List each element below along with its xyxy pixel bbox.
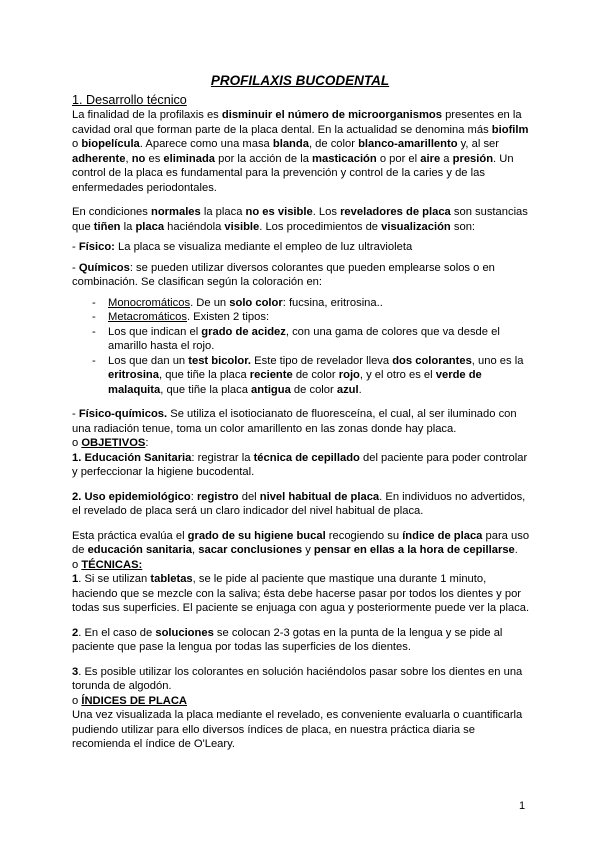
bold-text: adherente — [72, 152, 126, 165]
bold-text: rojo — [338, 369, 360, 381]
bold-text: soluciones — [155, 626, 214, 639]
paragraph-tecnica-1: 1. Si se utilizan tabletas, se le pide al paciente que mastique una durante 1 minuto, haciendo que se mezcle con la saliva; ésta debe hacerse pasar por todos los dientes y por todas sus superficies. El paciente se enjuaga con agua y posteriormente puede ver la placa. — [72, 573, 530, 614]
paragraph-quimicos: - Químicos: se pueden utilizar diversos colorantes que pueden emplearse solos o en combinación. Se clasifican según la coloración en: — [72, 261, 495, 288]
list-item: - Los que indican el grado de acidez, con una gama de colores que va desde el amarillo hasta el rojo. — [72, 325, 532, 354]
bold-text: 2. Uso epidemiológico — [72, 490, 191, 503]
bold-text: blanco-amarillento — [358, 138, 458, 150]
bold-text: reciente — [249, 369, 293, 381]
bold-text: Químicos — [78, 261, 130, 274]
bold-text: 1. Educación Sanitaria — [72, 451, 192, 464]
bold-text: solo color — [229, 296, 283, 309]
underlined-text: Monocromáticos — [108, 296, 191, 309]
paragraph-tecnica-2: 2. En el caso de soluciones se colocan 2-3 gotas en la punta de la lengua y se pide al paciente que pase la lengua por todas las superficies de los dientes. — [72, 626, 503, 653]
document-title: PROFILAXIS BUCODENTAL — [210, 73, 390, 88]
bold-text: educación sanitaria — [87, 544, 193, 556]
bold-text: registro — [196, 490, 239, 503]
bullet-marker: o — [72, 694, 82, 707]
bold-text: aire — [420, 152, 441, 165]
bold-text: grado de su higiene bucal — [187, 529, 326, 542]
bold-text: disminuir el número de microorganismos — [221, 109, 442, 121]
paragraph-tecnica-3: 3. Es posible utilizar los colorantes en solución haciéndolos pasar sobre los dientes en una torunda de algodón. — [72, 665, 523, 692]
paragraph-indices: Una vez visualizada la placa mediante el revelado, es conveniente evaluarla o cuantificarla pudiendo utilizar para ello diversos índices de placa, en nuestra práctica diaria se recomienda el índice de O'Leary. — [72, 709, 523, 750]
paragraph-fisico: - Físico: La placa se visualiza mediante el empleo de luz ultravioleta — [72, 241, 413, 253]
bold-text: reveladores de placa — [340, 206, 451, 218]
bold-text: 1 — [72, 573, 79, 585]
section-heading-indices: o ÍNDICES DE PLACA — [72, 694, 188, 707]
bold-text: azul — [336, 383, 359, 396]
bold-text: índice de placa — [402, 529, 483, 542]
paragraph-condiciones: En condiciones normales la placa no es visible. Los reveladores de placa son sustancias que tiñen la placa haciéndola visible. Los procedimientos de visualización son: — [72, 206, 528, 233]
bold-text: nivel habitual de placa — [259, 490, 380, 503]
bold-text: eritrosina — [108, 369, 159, 381]
bold-text: dos colorantes — [392, 354, 472, 367]
paragraph-objetivo-1: 1. Educación Sanitaria: registrar la técnica de cepillado del paciente para poder controlar y perfeccionar la higiene bucodental. — [72, 451, 528, 478]
section-heading-objetivos: o OBJETIVOS: — [72, 437, 149, 449]
section-heading-desarrollo: 1. Desarrollo técnico — [72, 93, 187, 107]
underlined-text: Metacromáticos — [108, 311, 187, 323]
bold-text: 3 — [72, 665, 79, 678]
section-heading-tecnicas: o TÉCNICAS: — [72, 558, 143, 571]
bold-text: técnica de cepillado — [253, 451, 360, 464]
bold-text: verde de malaquita — [108, 369, 482, 396]
bold-text: 2 — [72, 626, 79, 639]
bullet-marker: o — [72, 437, 82, 449]
bullet-marker: o — [72, 558, 82, 571]
bold-text: presión — [452, 152, 494, 165]
bold-text: masticación — [312, 152, 377, 165]
page-number: 1 — [519, 800, 526, 812]
bold-text: normales — [151, 206, 201, 218]
bold-text: grado de acidez — [201, 325, 286, 338]
bold-text: pensar en ellas a la hora de cepillarse — [313, 544, 515, 556]
document-body — [72, 93, 532, 752]
bold-text: no es visible — [245, 206, 313, 218]
bold-text: biopelícula — [81, 138, 140, 150]
list-item: - Los que dan un test bicolor. Este tipo de revelador lleva dos colorantes, uno es la eritrosina, que tiñe la placa reciente de color rojo, y el otro es el verde de malaquita, que tiñe la placa antigua de color azul. — [72, 354, 532, 398]
bold-text: visible — [224, 220, 260, 233]
list-item: - Metacromáticos. Existen 2 tipos: — [72, 310, 532, 325]
colorantes-list — [72, 296, 532, 398]
bold-text: placa — [135, 220, 165, 233]
paragraph-finalidad: La finalidad de la profilaxis es disminuir el número de microorganismos presentes en la cavidad oral que forman parte de la placa dental. En la actualidad se denomina más biofilm o biopelícula. Aparece como una masa blanda, de color blanco-amarillento y, al ser adherente, no es eliminada por la acción de la masticación o por el aire a presión. Un control de la placa es fundamental para la prevención y control de la caries y de las enfermedades periodontales. — [72, 109, 529, 194]
bold-text: test bicolor. — [188, 354, 252, 367]
bold-text: Físico-químicos. — [78, 408, 168, 420]
bold-text: eliminada — [163, 152, 216, 165]
bold-text: blanda — [272, 138, 309, 150]
bold-text: no — [131, 152, 146, 165]
bold-text: sacar conclusiones — [198, 544, 303, 556]
bold-text: antigua — [251, 383, 291, 396]
paragraph-fisico-quimicos: - Físico-químicos. Se utiliza el isotiocianato de fluoresceína, el cual, al ser iluminado con una radiación tenue, toma un color amarillento en las zonas donde hay placa. — [72, 408, 517, 435]
bold-text: tiñen — [93, 220, 121, 233]
list-item: - Monocromáticos. De un solo color: fucsina, eritrosina.. — [72, 296, 532, 311]
paragraph-evaluacion: Esta práctica evalúa el grado de su higiene bucal recogiendo su índice de placa para uso de educación sanitaria, sacar conclusiones y pensar en ellas a la hora de cepillarse. — [72, 529, 530, 556]
paragraph-objetivo-2: 2. Uso epidemiológico: registro del nivel habitual de placa. En individuos no advertidos, el revelado de placa será un claro indicador del nivel habitual de placa. — [72, 490, 526, 517]
bold-text: biofilm — [491, 123, 529, 136]
bold-text: visualización — [381, 220, 451, 233]
bold-text: tabletas — [150, 573, 193, 585]
bold-text: Físico: — [78, 241, 115, 253]
